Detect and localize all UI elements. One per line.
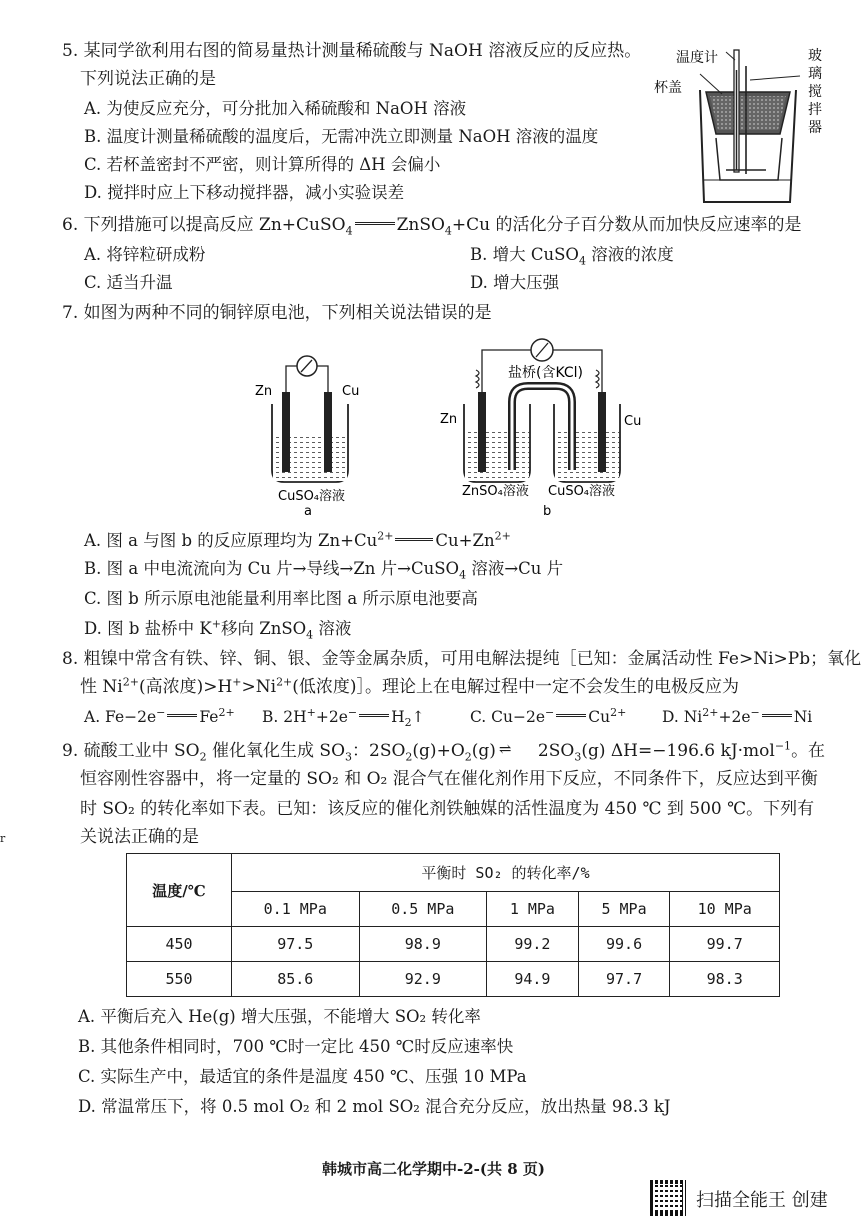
table-cell: 99.6 [578, 927, 670, 962]
q5-option-a: A. 为使反应充分，可分批加入稀硫酸和 NaOH 溶液 [84, 99, 467, 118]
cell-a-cu-label: Cu [342, 384, 360, 399]
q9-option-c: C. 实际生产中，最适宜的条件是温度 450 ℃、压强 10 MPa [78, 1067, 527, 1086]
svg-text:璃: 璃 [808, 66, 822, 82]
table-header-conversion: 平衡时 SO₂ 的转化率/% [232, 854, 780, 892]
scanner-text: 扫描全能王 创建 [696, 1190, 828, 1211]
lid-label: 杯盖 [654, 80, 682, 96]
table-cell: 97.5 [232, 927, 360, 962]
q6-option-a: A. 将锌粒研成粉 [84, 245, 206, 264]
q7-option-d: D. 图 b 盐桥中 K+移向 ZnSO$_4$ 溶液 [84, 617, 352, 642]
table-header-pressure: 5 MPa [578, 892, 670, 927]
cell-b-zn-label: Zn [440, 412, 458, 427]
table-header-pressure: 0.1 MPa [232, 892, 360, 927]
q9-stem-line2: 恒容刚性容器中，将一定量的 SO₂ 和 O₂ 混合气在催化剂作用下反应，不同条件下，反应达到平衡 [80, 769, 818, 789]
cell-a [255, 356, 359, 519]
q6-stem: 6. 下列措施可以提高反应 Zn+CuSO$_4$ ZnSO$_4$+Cu 的活化分子百分数从而加快反应速率的是 [62, 215, 802, 238]
table-cell-temp: 550 [127, 962, 232, 997]
cell-a-zn-label: Zn [255, 384, 273, 399]
q8-option-a: A. Fe−2e− $Fe^{2+}$ [84, 705, 235, 726]
table-cell: 97.7 [578, 962, 670, 997]
q9-option-b: B. 其他条件相同时，700 ℃时一定比 450 ℃时反应速率快 [78, 1037, 514, 1056]
q7-stem: 7. 如图为两种不同的铜锌原电池，下列相关说法错误的是 [62, 303, 492, 323]
table-row [127, 962, 780, 997]
q7-option-b: B. 图 a 中电流流向为 Cu 片→导线→Zn 片→CuSO$_4$ 溶液→Cu 片 [84, 559, 564, 582]
qr-code-icon [650, 1180, 686, 1216]
q6-option-c: C. 适当升温 [84, 273, 173, 292]
table-header-pressure: 10 MPa [670, 892, 780, 927]
q9-option-a: A. 平衡后充入 He(g) 增大压强，不能增大 SO₂ 转化率 [78, 1007, 481, 1026]
q8-stem-line1: 8. 粗镍中常含有铁、锌、铜、银、金等金属杂质，可用电解法提纯［已知：金属活动性 Fe>Ni>Pb；氧化 [62, 649, 862, 669]
margin-mark: r [0, 832, 6, 845]
cell-b-figure-label: b [543, 504, 552, 519]
q6-option-d: D. 增大压强 [470, 273, 560, 292]
svg-text:搅: 搅 [808, 84, 822, 100]
table-header-temperature: 温度/℃ [127, 854, 232, 927]
q5-option-d: D. 搅拌时应上下移动搅拌器，减小实验误差 [84, 183, 405, 202]
q8-option-d: D. $Ni^{2+}+2e^-$ Ni [662, 705, 813, 726]
table-cell: 98.9 [359, 927, 487, 962]
table-cell: 99.2 [487, 927, 579, 962]
table-row [127, 927, 780, 962]
svg-text:玻: 玻 [808, 48, 822, 64]
table-cell: 92.9 [359, 962, 487, 997]
q7-option-a: A. 图 a 与图 b 的反应原理均为 $Zn+Cu^{2+}$ $Cu+Zn^{2+}$ [84, 529, 511, 550]
thermometer-label: 温度计 [676, 50, 718, 66]
table-header-pressure: 0.5 MPa [359, 892, 487, 927]
salt-bridge-label: 盐桥(含KCl) [508, 365, 584, 381]
calorimeter-figure [640, 30, 830, 210]
q6-option-b: B. 增大 CuSO$_4$ 溶液的浓度 [470, 245, 674, 268]
cell-a-solution-label: CuSO₄溶液 [278, 489, 346, 504]
q5-stem-line1: 5. 某同学欲利用右图的简易量热计测量稀硫酸与 NaOH 溶液反应的反应热。 [62, 41, 642, 61]
galvanic-cell-figure [240, 330, 660, 520]
q8-option-b: B. 2H++2e− $H_2↑$ [262, 705, 425, 730]
cell-b-cu-label: Cu [624, 414, 642, 429]
table-cell: 94.9 [487, 962, 579, 997]
q9-stem-line1: 9. 硫酸工业中 $SO_2$ 催化氧化生成 $SO_3$：$2SO_2(g)+O_2(g)$ ⇌ $2SO_3(g)$ ΔH=−196.6 kJ·mol$^{-1}$。在 [62, 739, 826, 764]
cell-a-figure-label: a [304, 504, 312, 519]
q5-stem-line2: 下列说法正确的是 [80, 69, 216, 89]
scanner-watermark [650, 1180, 860, 1216]
table-header-pressure: 1 MPa [487, 892, 579, 927]
stirrer-label [808, 47, 822, 136]
q9-option-d: D. 常温常压下，将 0.5 mol O₂ 和 2 mol SO₂ 混合充分反应，放出热量 98.3 kJ [78, 1097, 671, 1116]
q7-option-c: C. 图 b 所示原电池能量利用率比图 a 所示原电池要高 [84, 589, 478, 608]
cell-b [440, 339, 641, 519]
table-cell: 98.3 [670, 962, 780, 997]
table-cell-temp: 450 [127, 927, 232, 962]
svg-text:器: 器 [808, 120, 822, 136]
q5-option-c: C. 若杯盖密封不严密，则计算所得的 ΔH 会偏小 [84, 155, 441, 174]
q8-option-c: C. Cu−2e− $Cu^{2+}$ [470, 705, 627, 726]
table-cell: 85.6 [232, 962, 360, 997]
svg-text:拌: 拌 [808, 102, 822, 118]
table-cell: 99.7 [670, 927, 780, 962]
q8-stem-line2: 性 $Ni^{2+}$(高浓度)$>H^+>Ni^{2+}$(低浓度)］。理论上在电解过程中一定不会发生的电极反应为 [80, 675, 740, 697]
cell-b-solution1-label: ZnSO₄溶液 [462, 484, 529, 499]
q9-stem-line4: 关说法正确的是 [80, 827, 199, 847]
q5-option-b: B. 温度计测量稀硫酸的温度后，无需冲洗立即测量 NaOH 溶液的温度 [84, 127, 599, 146]
cell-b-solution2-label: CuSO₄溶液 [548, 484, 616, 499]
page-footer: 韩城市高二化学期中-2-(共 8 页) [322, 1160, 545, 1178]
conversion-table [126, 853, 780, 997]
q9-stem-line3: 时 SO₂ 的转化率如下表。已知：该反应的催化剂铁触媒的活性温度为 450 ℃ 到 500 ℃。下列有 [80, 799, 815, 819]
